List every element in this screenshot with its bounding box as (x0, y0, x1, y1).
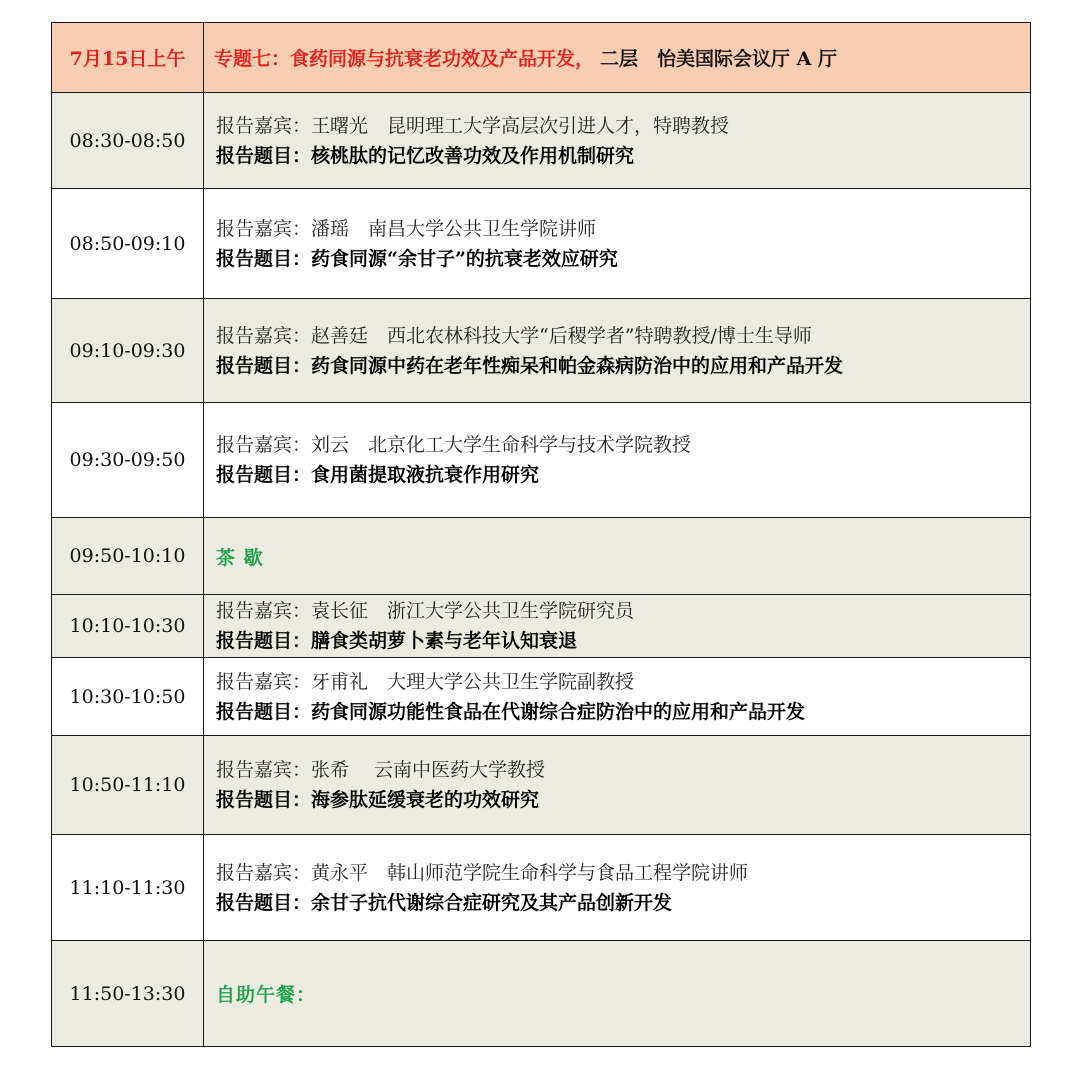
speaker: 张希 云南中医药大学教授 (311, 759, 546, 781)
topic-line (216, 460, 1022, 490)
time-slot: 09:30-09:50 (52, 403, 204, 518)
speaker-line (216, 430, 1022, 460)
table-row (52, 941, 1031, 1047)
talk-topic: 余甘子抗代谢综合症研究及其产品创新开发 (311, 891, 673, 914)
speaker-line (216, 321, 1022, 351)
talk-topic: 药食同源“余甘子”的抗衰老效应研究 (311, 247, 618, 270)
topic-label: 报告题目： (216, 789, 312, 811)
table-row (52, 835, 1031, 941)
speaker-label: 报告嘉宾： (216, 114, 312, 137)
topic-label: 报告题目： (216, 247, 312, 270)
speaker: 黄永平 韩山师范学院生命科学与食品工程学院讲师 (311, 861, 749, 884)
speaker-line (216, 755, 1022, 785)
table-row (52, 403, 1031, 518)
topic-label: 报告题目： (216, 630, 312, 652)
table-row (52, 93, 1031, 189)
schedule-table (51, 22, 1031, 1047)
speaker: 王曙光 昆明理工大学高层次引进人才，特聘教授 (311, 114, 730, 137)
time-slot: 10:10-10:30 (52, 595, 204, 658)
break-cell (204, 518, 1031, 595)
time-slot: 09:50-10:10 (52, 518, 204, 595)
talk-details (204, 736, 1031, 835)
talk-details (204, 299, 1031, 403)
talk-topic: 膳食类胡萝卜素与老年认知衰退 (311, 630, 578, 652)
topic-line (216, 697, 1022, 727)
speaker-line (216, 596, 1022, 626)
time-slot: 08:50-09:10 (52, 189, 204, 299)
talk-topic: 药食同源中药在老年性痴呆和帕金森病防治中的应用和产品开发 (311, 354, 844, 377)
speaker: 袁长征 浙江大学公共卫生学院研究员 (311, 600, 635, 622)
talk-details (204, 403, 1031, 518)
table-row (52, 736, 1031, 835)
topic-line (216, 351, 1022, 381)
topic-label: 报告题目： (216, 354, 312, 377)
talk-topic: 食用菌提取液抗衰作用研究 (311, 464, 540, 486)
topic-line (216, 141, 1022, 171)
talk-topic: 海参肽延缓衰老的功效研究 (311, 789, 540, 811)
talk-details (204, 595, 1031, 658)
speaker-label: 报告嘉宾： (216, 217, 312, 240)
table-row (52, 518, 1031, 595)
table-row (52, 595, 1031, 658)
topic-label: 报告题目： (216, 700, 312, 723)
talk-topic: 核桃肽的记忆改善功效及作用机制研究 (311, 144, 635, 167)
topic-line (216, 785, 1022, 815)
topic-label: 报告题目： (216, 891, 312, 914)
topic-line (216, 244, 1022, 274)
time-slot: 11:50-13:30 (52, 941, 204, 1047)
time-slot: 10:30-10:50 (52, 658, 204, 736)
talk-details (204, 189, 1031, 299)
break-cell (204, 941, 1031, 1047)
speaker-line (216, 214, 1022, 244)
speaker-label: 报告嘉宾： (216, 600, 312, 622)
topic-line (216, 626, 1022, 656)
time-slot: 09:10-09:30 (52, 299, 204, 403)
speaker-line (216, 111, 1022, 141)
topic-line (216, 888, 1022, 918)
speaker-line (216, 667, 1022, 697)
speaker-label: 报告嘉宾： (216, 670, 312, 693)
time-slot: 11:10-11:30 (52, 835, 204, 941)
speaker: 潘瑶 南昌大学公共卫生学院讲师 (311, 217, 597, 240)
session-date: 7月15日上午 (52, 23, 204, 93)
lunch-break: 自助午餐： (216, 984, 317, 1006)
table-row (52, 299, 1031, 403)
table-row (52, 658, 1031, 736)
talk-topic: 药食同源功能性食品在代谢综合症防治中的应用和产品开发 (311, 700, 806, 723)
speaker: 刘云 北京化工大学生命科学与技术学院教授 (311, 434, 692, 456)
venue: 二层 怡美国际会议厅 A 厅 (600, 48, 837, 70)
topic-label: 报告题目： (216, 464, 312, 486)
tea-break: 茶 歇 (216, 546, 264, 569)
talk-details (204, 658, 1031, 736)
header-row (52, 23, 1031, 93)
speaker-line (216, 858, 1022, 888)
speaker: 赵善廷 西北农林科技大学“后稷学者”特聘教授/博士生导师 (311, 324, 812, 347)
time-slot: 08:30-08:50 (52, 93, 204, 189)
session-title (204, 23, 1031, 93)
table-row (52, 189, 1031, 299)
speaker-label: 报告嘉宾： (216, 861, 312, 884)
talk-details (204, 93, 1031, 189)
topic-title: 专题七：食药同源与抗衰老功效及产品开发， (214, 48, 595, 70)
speaker-label: 报告嘉宾： (216, 759, 312, 781)
speaker-label: 报告嘉宾： (216, 434, 312, 456)
topic-label: 报告题目： (216, 144, 312, 167)
time-slot: 10:50-11:10 (52, 736, 204, 835)
talk-details (204, 835, 1031, 941)
speaker: 牙甫礼 大理大学公共卫生学院副教授 (311, 670, 635, 693)
speaker-label: 报告嘉宾： (216, 324, 312, 347)
